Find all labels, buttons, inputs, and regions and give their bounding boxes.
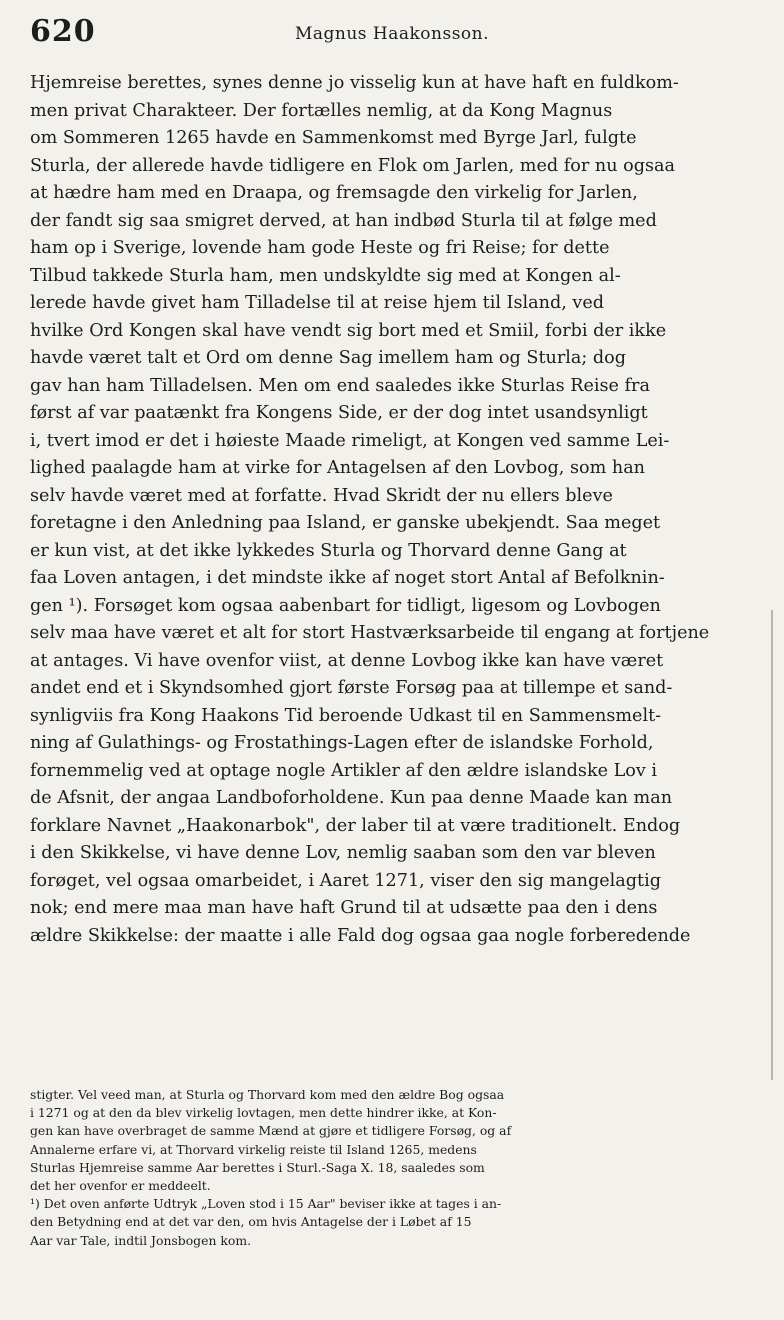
body-line: forklare Navnet „Haakonarbok", der laber til at være traditionelt. Endog — [30, 815, 681, 836]
body-line: synligviis fra Kong Haakons Tid beroende Udkast til en Sammensmelt- — [30, 705, 662, 726]
footnote-line: det her ovenfor er meddeelt. — [30, 1178, 211, 1194]
body-line: forøget, vel ogsaa omarbeidet, i Aaret 1271, viser den sig mangelagtig — [30, 870, 661, 891]
body-line: om Sommeren 1265 havde en Sammenkomst med Byrge Jarl, fulgte — [30, 128, 637, 148]
running-title: Magnus Haakonsson. — [294, 24, 490, 44]
footnote-line: Annalerne erfare vi, at Thorvard virkelig reiste til Island 1265, medens — [30, 1141, 477, 1157]
body-line: er kun vist, at det ikke lykkedes Sturla og Thorvard denne Gang at — [30, 540, 627, 561]
body-line: Tilbud takkede Sturla ham, men undskyldte sig med at Kongen al- — [30, 265, 621, 286]
body-line: men privat Charakteer. Der fortælles nemlig, at da Kong Magnus — [30, 100, 613, 121]
body-line: havde været talt et Ord om denne Sag imellem ham og Sturla; dog — [30, 348, 627, 368]
body-line: hvilke Ord Kongen skal have vendt sig bort med et Smiil, forbi der ikke — [30, 320, 667, 341]
footnote-line: stigter. Vel veed man, at Sturla og Thorvard kom med den ældre Bog ogsaa — [30, 1087, 505, 1102]
body-line: i, tvert imod er det i høieste Maade rimeligt, at Kongen ved samme Lei- — [30, 430, 670, 451]
body-line: selv maa have været et alt for stort Hastværksarbeide til engang at fortjene — [30, 623, 710, 643]
body-line: selv havde været med at forfatte. Hvad Skridt der nu ellers bleve — [30, 485, 613, 506]
body-line: Hjemreise berettes, synes denne jo visselig kun at have haft en fuldkom- — [30, 73, 679, 93]
body-line: lerede havde givet ham Tilladelse til at reise hjem til Island, ved — [30, 293, 605, 313]
body-line: der fandt sig saa smigret derved, at han indbød Sturla til at følge med — [30, 210, 657, 231]
body-line: de Afsnit, der angaa Landboforholdene. Kun paa denne Maade kan man — [30, 788, 673, 808]
body-line: andet end et i Skyndsomhed gjort første Forsøg paa at tillempe et sand- — [30, 678, 673, 698]
body-line: i den Skikkelse, vi have denne Lov, nemlig saaban som den var bleven — [30, 843, 656, 863]
body-line: Sturla, der allerede havde tidligere en Flok om Jarlen, med for nu ogsaa — [30, 155, 675, 176]
footnote-line: ¹) Det oven anførte Udtryk „Loven stod i 15 Aar" beviser ikke at tages i an- — [30, 1196, 502, 1212]
footnote-line: den Betydning end at det var den, om hvis Antagelse der i Løbet af 15 — [30, 1214, 472, 1230]
body-line: foretagne i den Anledning paa Island, er ganske ubekjendt. Saa meget — [30, 513, 661, 533]
body-line: ældre Skikkelse: der maatte i alle Fald dog ogsaa gaa nogle forberedende — [30, 925, 691, 946]
page-number: 620 — [30, 14, 96, 49]
body-line: gen ¹). Forsøget kom ogsaa aabenbart for tidligt, ligesom og Lovbogen — [30, 595, 661, 616]
body-line: faa Loven antagen, i det mindste ikke af noget stort Antal af Befolknin- — [30, 568, 665, 588]
body-line: ham op i Sverige, lovende ham gode Heste og fri Reise; for dette — [30, 238, 610, 258]
footnotes — [30, 1086, 746, 1250]
body-line: først af var paatænkt fra Kongens Side, er der dog intet usandsynligt — [30, 403, 648, 423]
page-edge-divider — [771, 610, 773, 1080]
footnote-line: Aar var Tale, indtil Jonsbogen kom. — [30, 1232, 252, 1248]
body-line: ning af Gulathings- og Frostathings-Lagen efter de islandske Forhold, — [30, 733, 654, 753]
body-line: lighed paalagde ham at virke for Antagelsen af den Lovbog, som han — [30, 458, 646, 478]
body-text — [30, 70, 746, 950]
body-line: gav han ham Tilladelsen. Men om end saaledes ikke Sturlas Reise fra — [30, 375, 650, 396]
footnote-line: gen kan have overbraget de samme Mænd at gjøre et tidligere Forsøg, og af — [30, 1123, 512, 1139]
body-line: fornemmelig ved at optage nogle Artikler af den ældre islandske Lov i — [30, 760, 658, 781]
footnote-line: Sturlas Hjemreise samme Aar berettes i Sturl.-Saga X. 18, saaledes som — [30, 1159, 485, 1175]
footnote-line: i 1271 og at den da blev virkelig lovtagen, men dette hindrer ikke, at Kon- — [30, 1105, 497, 1121]
body-line: at hædre ham med en Draapa, og fremsagde den virkelig for Jarlen, — [30, 183, 638, 203]
body-line: at antages. Vi have ovenfor viist, at denne Lovbog ikke kan have været — [30, 650, 664, 671]
body-line: nok; end mere maa man have haft Grund til at udsætte paa den i dens — [30, 898, 658, 918]
